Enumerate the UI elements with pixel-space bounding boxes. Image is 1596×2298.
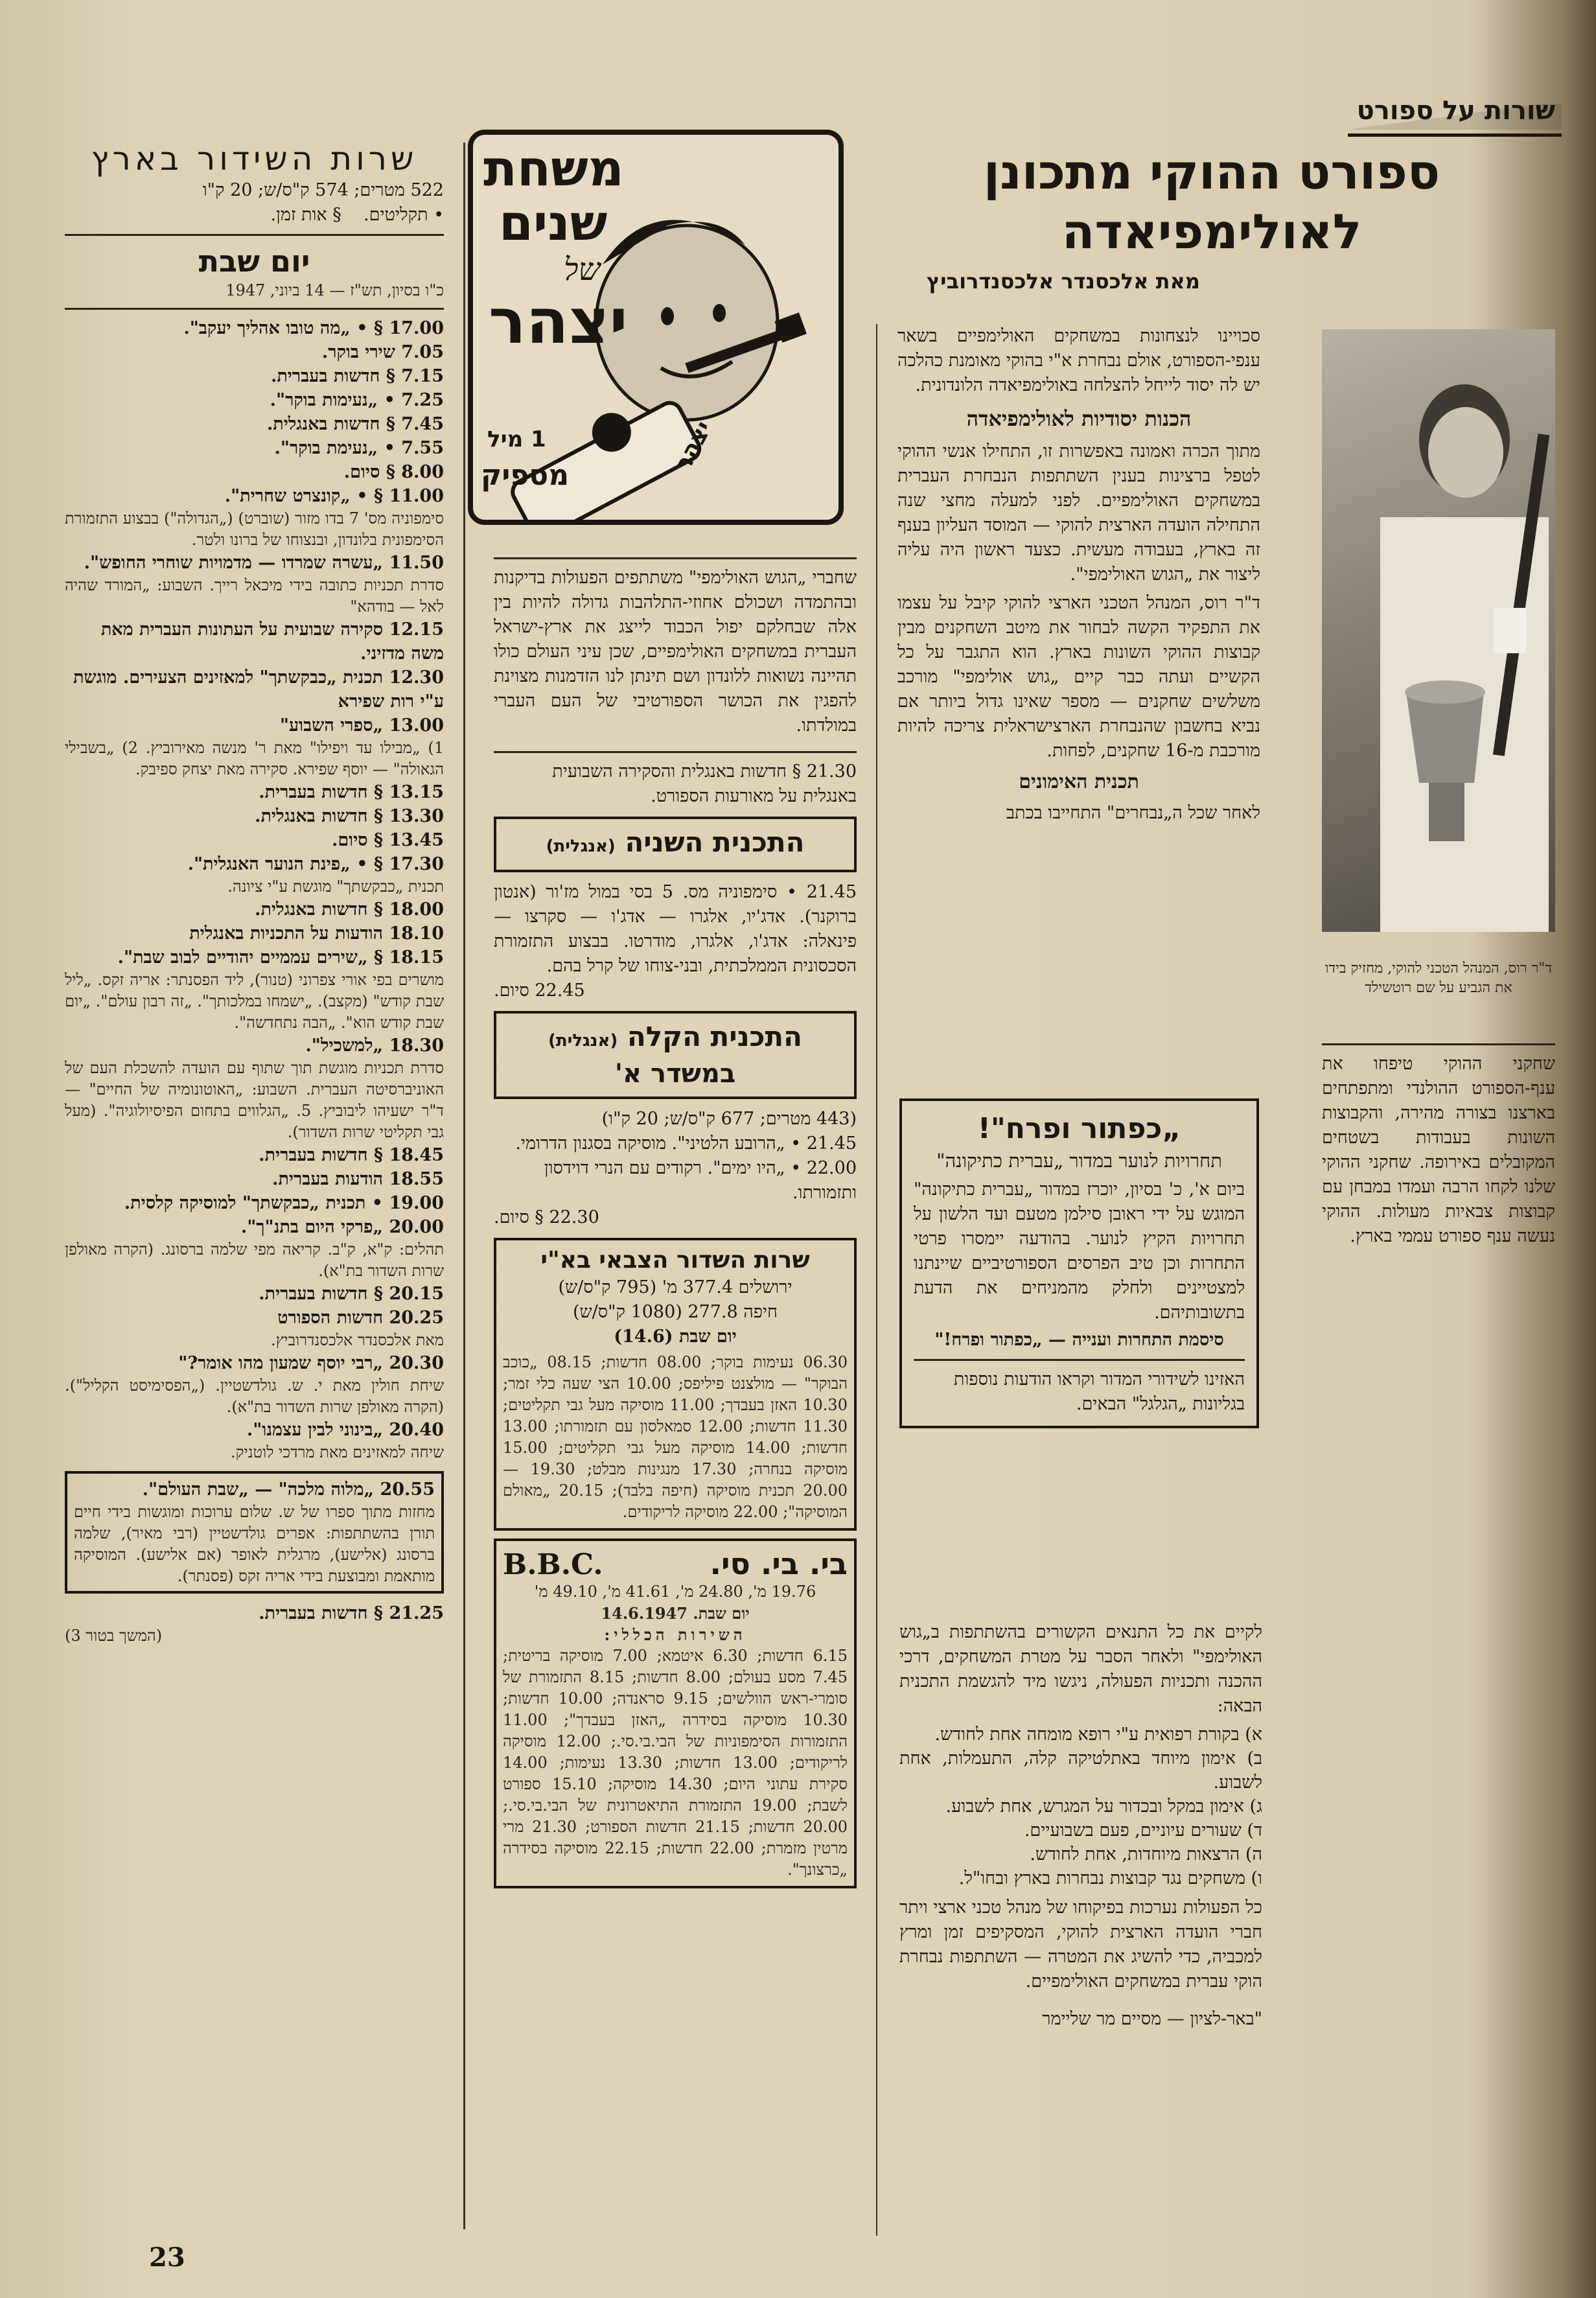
listing-item: 7.25 • „נעימות בוקר". <box>270 390 444 410</box>
plan-item: ב) אימון מיוחד באתלטיקה קלה, התעמלות, אחת לשבוע. <box>899 1748 1262 1793</box>
article-col1-text: שחקני ההוקי טיפחו את ענף-הספורט ההולנדי ומתפתחים בארצנו בצורה מהירה, והקבוצות השונות בעבודות בשטחים המקובלים באירופה. שחקני ההוקי שלנו לקחו הרבה ועמדו במבחן עם קבוצות צבאיות מעולות. ההוקי נעשה ענף ספורט עממי בארץ. <box>1322 1054 1555 1246</box>
listing-last: 21.25 § חדשות בעברית. <box>259 1603 444 1623</box>
listing-item-note: תהלים: ק"א, ק"ב. קריאה מפי שלמה ברסונג. (הקרה מאולפן שרות השדור בת"א). <box>65 1240 444 1280</box>
light-program-heading: התכנית הקלה <box>627 1021 802 1052</box>
listing-item: 8.00 § סיום. <box>343 462 444 482</box>
listings-title: שרות השידור בארץ <box>91 140 418 178</box>
listing-item: 7.55 • „נעימת בוקר". <box>274 438 444 458</box>
plan-item: ג) אימון במקל ובכדור על המגרש, אחת לשבוע. <box>945 1796 1262 1816</box>
listing-item: 20.25 חדשות הספורט <box>277 1308 444 1328</box>
army-radio-freq-1: ירושלים 377.4 מ' (795 ק"ס/ש) <box>558 1277 792 1297</box>
article-column-2 <box>897 324 1260 826</box>
listing-item: 13.15 § חדשות בעברית. <box>259 782 444 802</box>
divider <box>494 751 857 753</box>
light-program-item: 22.30 § סיום. <box>494 1207 599 1227</box>
mid-news: 21.30 § חדשות באנגלית והסקירה השבועית באנגלית על מאורעות הספורט. <box>552 761 857 806</box>
listing-item: 20.00 „פרקי היום בתנ"ך". <box>240 1217 444 1237</box>
second-program-note: (אנגלית) <box>546 837 616 856</box>
ad-tube-brand: יצהר <box>669 417 718 476</box>
listings-date: כ"ו בסיון, תש"ז — 14 ביוני, 1947 <box>226 281 444 299</box>
listing-item: 12.15 סקירה שבועית על העתונות העברית מאת משה מדזיני. <box>100 620 444 664</box>
listings-continued: (המשך בטור 3) <box>65 1627 163 1645</box>
listing-item-note: שיחת חולין מאת י. ש. גולדשטיין. („הפסימיסט הקליל"). (הקרה מאולפן שרות השדור בת"א). <box>65 1376 444 1416</box>
plan-item: ד) שעורים עיוניים, פעם בשבועיים. <box>1024 1820 1262 1840</box>
melave-malka-title: 20.55 „מלוה מלכה" — „שבת העולם". <box>142 1480 435 1500</box>
section-tag <box>1348 91 1562 137</box>
listings-day: יום שבת <box>198 244 310 279</box>
plan-item: ה) הרצאות מיוחדות, אחת לחודש. <box>1030 1844 1262 1864</box>
listing-item: 18.55 הודעות בעברית. <box>272 1169 444 1189</box>
listing-item-note: סדרת תכניות כתובה בידי מיכאל רייך. השבוע: „המורד שהיה לאל — בודהא" <box>65 576 444 616</box>
listing-item: 18.15 § „שירים עממיים יהודיים לבוב שבת". <box>117 947 444 968</box>
ad-tagline: מספיק <box>481 459 570 492</box>
light-program-item: 22.00 • „היו ימים". רקודים עם הנרי דוידסון ותזמורתו. <box>544 1158 857 1203</box>
listing-item: 18.45 § חדשות בעברית. <box>259 1145 444 1165</box>
bbc-date: יום שבת. 14.6.1947 <box>601 1604 750 1623</box>
listing-item-note: סדרת תכניות מוגשת תוך שתוף עם הועדה להשכלת העם של האוניברסיטה העברית. השבוע: „האוטונומיה של החיים" — ד"ר ישעיהו ליבוביץ. 5. „הגלווים בתחום הפיסיולוגיה". (מעל גבי תקליטי שרות השדור). <box>65 1059 444 1141</box>
second-program-end: 22.45 סיום. <box>494 981 585 1001</box>
ad-line-2: שנים <box>499 194 608 251</box>
listings-legend: • תקליטים. § אות זמן. <box>270 205 444 225</box>
subhead-preparations: הכנות יסודיות לאולימפיאדה <box>966 406 1192 431</box>
article-p1: מתוך הכרה ואמונה באפשרות זו, התחילו אנשי ההוקי לטפל ברצינות בענין השתתפות הנבחרת העברית במשחקים האולימפיים. לפני למעלה מחצי שנה התחילה הועדה הארצית להוקי — המוסד העליון בענף זה בארץ, בעבודה מעשית. כצעד ראשון היה עליה ליצור את „הגוש האולימפי". <box>897 441 1260 585</box>
listing-item-note: שיחה למאזינים מאת מרדכי לוטניק. <box>230 1443 444 1461</box>
plan-item: א) בקורת רפואית ע"י רופא מומחה אחת לחודש. <box>934 1724 1262 1745</box>
second-program-title <box>505 826 845 863</box>
contest-motto: סיסמת התחרות וענייה — „כפתור ופרח!" <box>934 1330 1224 1350</box>
listing-item: 13.30 § חדשות באנגלית. <box>255 806 444 826</box>
listing-item: 12.30 תכנית „כבקשתך" למאזינים הצעירים. מוגשת ע"י רות שפירא <box>73 667 444 712</box>
listings-column <box>65 139 444 1647</box>
ad-line-3: של <box>564 251 601 288</box>
divider <box>1322 1043 1555 1045</box>
article-headline: ספורט ההוקי מתכונן לאולימפיאדה <box>983 145 1440 260</box>
listing-item: 17.00 § • „מה טובו אהליך יעקב". <box>183 318 444 338</box>
programs-column <box>494 551 857 1896</box>
listing-item-note: תכנית „כבקשתך" מוגשת ע"י ציונה. <box>227 877 444 896</box>
page-number: 23 <box>149 2242 185 2273</box>
listing-item: 11.00 § • „קונצרט שחרית". <box>224 486 444 506</box>
second-program <box>494 817 857 872</box>
contest-subtitle: תחרויות לנוער במדור „עברית כתיקונה" <box>936 1150 1222 1172</box>
listing-item: 13.00 „ספרי השבוע" <box>279 715 444 736</box>
contest-box <box>899 1098 1259 1428</box>
hockey-photo <box>1322 329 1555 932</box>
article-closing: כל הפעולות נערכות בפיקוחו של מנהל טכני ארצי ויתר חברי הועדה הארצית להוקי, המסקיפים זמן ומרץ למכביה, כדי להשיג את המטרה — השתתפות נבחרת הוקי עברית במשחקים האולימפיים. <box>899 1898 1262 1991</box>
divider <box>65 308 444 310</box>
bbc-text: 6.15 חדשות; 6.30 איטמא; 7.00 מוסיקה בריטית; 7.45 מסע בעולם; 8.00 חדשות; 8.15 התזמורת של סומרי-ראש הוולשים; 9.15 סראנדה; 10.00 חדשות; 10.30 מוסיקה בסידרה „האזן בעבדך"; 11.00 התזמורות הסימפוניות של הבי.בי.סי.; 12.00 מוסיקה לריקודים; 13.00 חדשות; 13.30 נעימות; 14.00 סקירת עתוני היום; 14.30 מוסיקה; 15.10 ספורט לשבת; 19.00 התזמורת התיאטרונית של הבי.בי.סי.; 20.00 חדשות; 21.15 חדשות הספורט; 21.30 מרי מרטין מזמרת; 22.00 חדשות; 22.15 מוסיקה בסידרה „כרצונך". <box>503 1647 848 1879</box>
listing-item: 20.15 § חדשות בעברית. <box>259 1284 444 1304</box>
light-program-title <box>505 1020 845 1058</box>
listing-items <box>65 316 444 1463</box>
army-radio <box>494 1238 857 1531</box>
section-tag-label: שורות על ספורט <box>1356 96 1555 126</box>
contest-footer: האזינו לשידורי המדור וקראו הודעות נוספות בגליונות „הגלגל" הבאים. <box>953 1369 1245 1414</box>
ad-line-1: משחת <box>483 139 624 197</box>
listing-item-note: מושרים בפי אורי צפרוני (טנור), ליד הפסנתר: אריה זקס. „ליל שבת קודש" (מקצב). „ישמחו במלכותך". „זה רבון עולם". „יום שבת קודש הוא". „הבה נתחדשה". <box>65 971 444 1032</box>
melave-malka-box <box>65 1471 444 1594</box>
bbc-title: בי. בי. סי. <box>710 1546 848 1581</box>
article-p2: ד"ר רוס, המנהל הטכני הארצי להוקי קיבל על עצמו את התפקיד הקשה לבחור את מיטב השחקנים מבין קבוצות ההוקי השונות בארץ. הוא התגבר על כל הקשיים ועתה כבר קיים „גוש אולימפי" מורכב משלשים שחקנים — מספר שאינו גדול ביותר אם נביא בחשבון שהנבחרת הארצישראלית צריכה להיות מורכבת מ-16 שחקנים, לפחות. <box>897 593 1260 761</box>
army-radio-text: 06.30 נעימות בוקר; 08.00 חדשות; 08.15 „כוכב הבוקר" — מולצנט פיליפס; 10.00 הצי שעה כלי זמר; 10.30 האזן בעבדך; 11.00 מוסיקה מעל גבי תקליטים; 11.30 חדשות; 12.00 סמאלסון עם תזמורתו; 13.00 חדשות; 14.00 מוסיקה מעל גבי תקליטים; 15.00 מוסיקה בנחרה; 17.30 מנגינות מבלט; 19.30 — 20.00 תכנית מוסיקה (חיפה בלבד); 20.15 „מאולם המוסיקה"; 22.00 מוסיקה לריקודים. <box>503 1353 848 1521</box>
listing-item: 11.50 „עשרה שמרדו — מדמויות שוחרי החופש". <box>84 553 444 573</box>
article-lower <box>899 1620 1262 2032</box>
listing-item-note: מאת אלכסנדר אלכסנדרוביץ. <box>271 1331 444 1349</box>
army-radio-title: שרות השדור הצבאי בא"י <box>540 1247 810 1273</box>
listing-item: 7.05 שירי בוקר. <box>321 342 444 362</box>
light-program-title-2: במשדר א' <box>614 1059 736 1089</box>
listing-item: 18.00 § חדשות באנגלית. <box>255 899 444 920</box>
divider <box>914 1359 1245 1361</box>
listing-item: 20.30 „רבי יוסף שמעון מהו אומר?" <box>178 1353 444 1373</box>
bbc-title-row <box>503 1546 848 1581</box>
listing-item: 18.10 הודעות על התכניות באנגלית <box>189 923 444 944</box>
army-radio-date: יום שבת (14.6) <box>614 1327 737 1347</box>
second-program-heading: התכנית השניה <box>625 826 805 858</box>
article-column-1 <box>1322 1037 1555 1249</box>
bbc-section <box>494 1538 857 1888</box>
listing-item-note: סימפוניה מס' 7 בדו מזור (שוברט) („הגדולה") בבצוע התזמורת הסימפונית בלונדון, ובנצוחו של ברונו ולטר. <box>65 509 445 549</box>
light-program-item: 21.45 • „הרובע הלטיני". מוסיקה בסגנון הדרומי. <box>515 1133 857 1154</box>
listing-item-note: 1) „מבילו עד ויפילו" מאת ר' מנשה מאירוביץ. 2) „בשבילי הגאולה" — יוסף שפירא. סקירה מאת יצחק ספיבק. <box>65 739 444 778</box>
listing-item: 19.00 • תכנית „כבקשתך" למוסיקה קלסית. <box>124 1193 444 1213</box>
listing-item: 7.15 § חדשות בעברית. <box>270 366 444 386</box>
article-lower-text: לקיים את כל התנאים הקשורים בהשתתפות ב„גוש האולימפי" ולאחר הסבר על מטרת המשחקים, דרכי ההכנה ותכניות הפעולה, ניגשו מיד להגשמת התכנית הבאה: <box>899 1622 1262 1716</box>
melave-malka-text: מחזות מתוך ספרו של ש. שלום ערוכות ומוגשות בידי חיים תורן בהשתתפות: אפרים גולדשטיין (רבי מאיר), שלמה ברסונג (אלישע), מרגלית לאופר (אם אלישע). המוסיקה מותאמת ומבוצעת בידי אריה זקס (פסנתר). <box>74 1503 435 1585</box>
light-program <box>494 1011 857 1099</box>
photo-figure <box>1322 329 1555 932</box>
light-program-note: (אנגלית) <box>548 1031 618 1050</box>
listing-item: 20.40 „בינוני לבין עצמנו". <box>246 1420 444 1440</box>
ad-price: 1 מיל <box>487 426 546 452</box>
bbc-freq: 19.76 מ', 24.80 מ', 41.61 מ', 49.10 מ' <box>534 1583 816 1601</box>
bbc-general-title: השירות הכללי: <box>604 1625 746 1644</box>
yitzhar-ad <box>468 130 844 525</box>
article-intro: סכויינו לנצחונות במשחקים האולימפיים בשאר ענפי-הספורט, אולם נבחרת א"י בהוקי מאומנת כהלכה יש לה יסוד לייחל להצלחה באולימפיאדה הלונדונית. <box>897 326 1260 395</box>
article-p3: לאחר שכל ה„נבחרים" התחייבו בכתב <box>1006 803 1260 823</box>
article-signoff: "באר-לציון — מסיים מר שליימר <box>1042 2009 1262 2029</box>
listing-item: 18.30 „למשכיל". <box>305 1036 444 1056</box>
article-byline: מאת אלכסנדר אלכסנדרוביץ <box>927 269 1200 294</box>
plan-item: ו) משחקים נגד קבוצות נבחרות בארץ ובחו"ל. <box>958 1868 1262 1888</box>
ad-line-4: יצהר <box>489 285 628 358</box>
listing-item: 17.30 § • „פינת הנוער האנגלית". <box>187 854 444 874</box>
subhead-training: תכנית האימונים <box>1019 771 1139 793</box>
army-radio-freq-2: חיפה 277.8 (1080 ק"ס/ש) <box>572 1302 778 1322</box>
listings-freq: 522 מטרים; 574 ק"ס/ש; 20 ק"ו <box>202 180 444 200</box>
listing-item: 13.45 § סיום. <box>331 830 444 850</box>
column-rule <box>876 324 877 2236</box>
contest-text: ביום א', כ' בסיון, יוכרז במדור „עברית כתיקונה" המוגש על ידי ראובן סילמן מטעם ועד הלשון על תחרויות הקיץ לנוער. בהודעה יימסרו פרטי התחרות וכן טיב הפרסים הספורטיביים שיינתנו למצטיינים ולחלק מהמניחים את הדעת בתשובותיהם. <box>914 1179 1245 1323</box>
contest-title: „כפתור ופרח"! <box>977 1112 1181 1145</box>
column-rule <box>463 143 465 2229</box>
divider <box>494 557 857 559</box>
olympic-note: שחברי „הגוש האולימפי" משתתפים הפעולות בדיקנות ובהתמדה ושכולם אחוזי-התלהבות גדולה להיות בין אלה שבחלקם יפול הכבוד לייצג את ארץ-ישראל העברית במשחקים האולימפיים, שכן עיני העולם כולו תהיינה נשואות ללונדון ושם תינתן לנו הזדמנות מצוינת להפגין את הכושר הספורטיבי של העם העברי במולדתו. <box>494 568 857 736</box>
divider <box>65 234 444 236</box>
light-program-freq: (443 מטרים; 677 ק"ס/ש; 20 ק"ו) <box>601 1109 857 1129</box>
bbc-latin-title: B.B.C. <box>503 1548 603 1581</box>
article-header <box>888 143 1536 294</box>
second-program-text: 21.45 • סימפוניה מס. 5 בסי במול מז'ור (אנטון ברוקנר). אדג'יו, אלגרו — אדג'ו — סקרצו — פינאלה: אדג'ו, אלגרו, מודרטו. בבצוע התזמורת הסכסונית הממלכתית, ובני-צוחו של קרל בהם. <box>494 882 857 976</box>
listing-item: 7.45 § חדשות באנגלית. <box>266 414 444 434</box>
photo-caption: ד"ר רוס, המנהל הטכני להוקי, מחזיק בידו את הגביע על שם רוטשילד <box>1324 960 1553 996</box>
